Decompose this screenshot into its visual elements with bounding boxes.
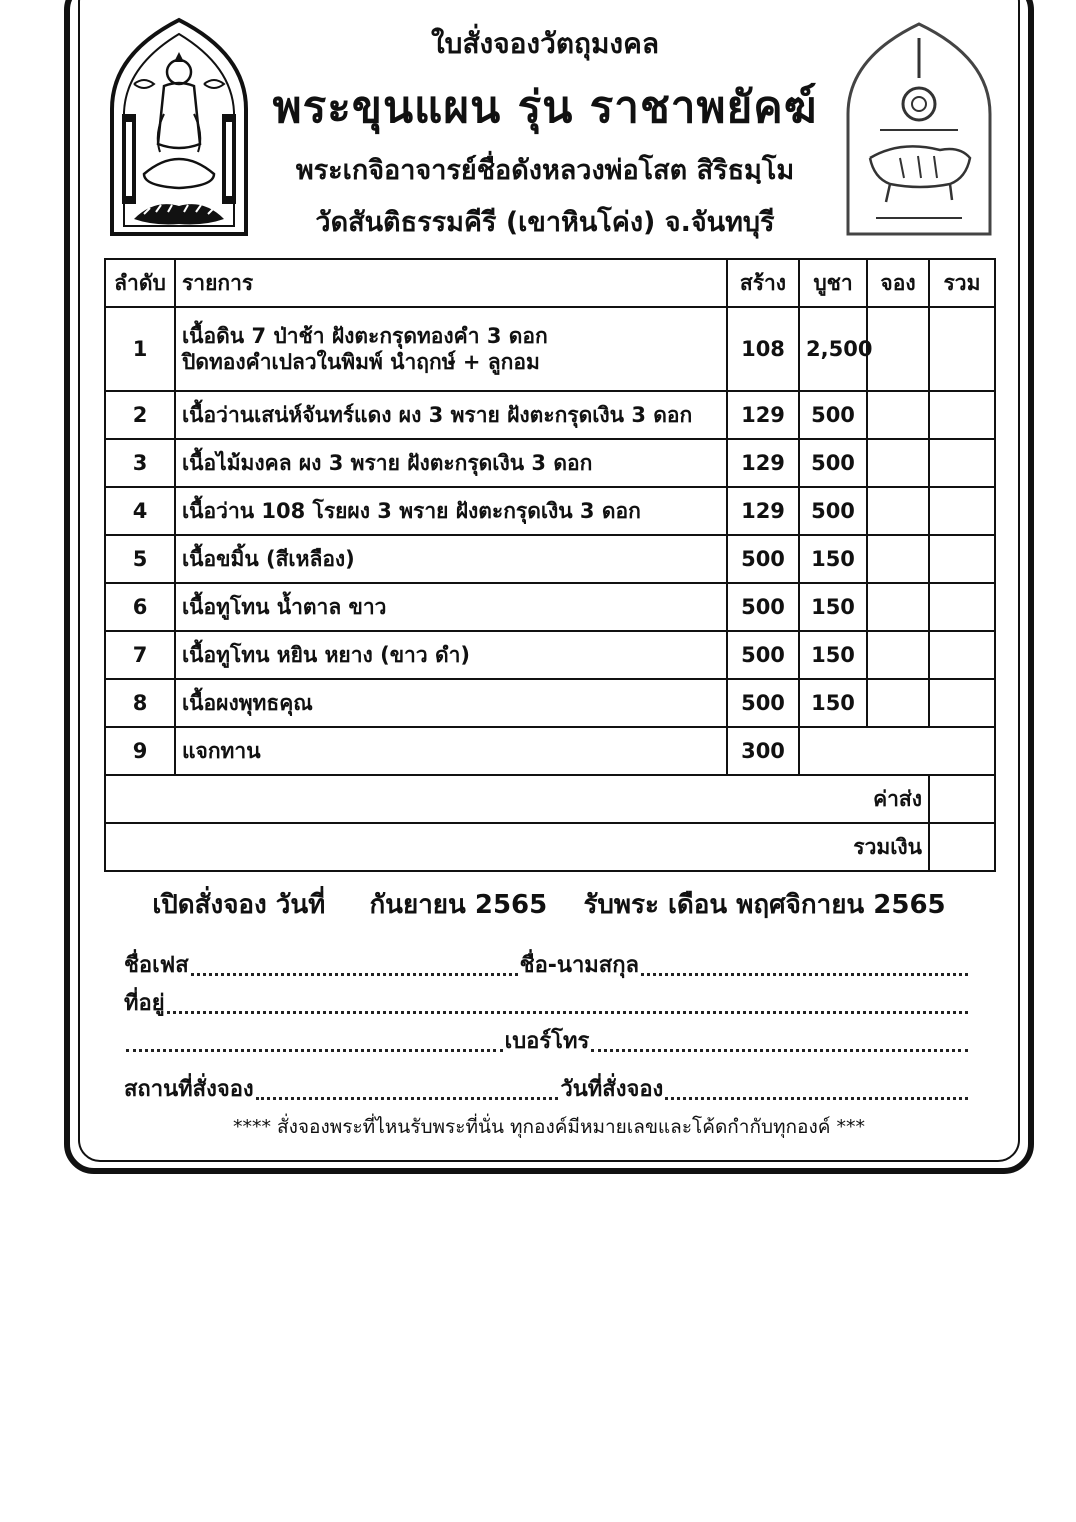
row-item: แจกทาน — [175, 727, 727, 775]
row-item: เนื้อขมิ้น (สีเหลือง) — [175, 535, 727, 583]
phone-field[interactable] — [591, 1043, 968, 1052]
row-build: 500 — [727, 535, 799, 583]
table-row — [105, 391, 995, 439]
row-price: 150 — [799, 535, 867, 583]
table-row — [105, 535, 995, 583]
row-item: เนื้อว่าน 108 โรยผง 3 พราย ฝังตะกรุดเงิน 3 ดอก — [175, 487, 727, 535]
row-total-cell[interactable] — [929, 679, 995, 727]
table-row — [105, 679, 995, 727]
buddha-tiger-emblem-icon — [104, 14, 254, 239]
row-total-cell[interactable] — [929, 631, 995, 679]
row-reserve-cell[interactable] — [867, 535, 929, 583]
table-row — [105, 631, 995, 679]
row-price: 2,500 — [799, 307, 867, 391]
fb-name-label: ชื่อเฟส — [124, 953, 189, 978]
row-total-cell[interactable] — [929, 535, 995, 583]
order-place-field[interactable] — [256, 1091, 559, 1100]
col-no-header: ลำดับ — [105, 259, 175, 307]
row-total-cell[interactable] — [929, 391, 995, 439]
order-dates — [104, 884, 994, 925]
address-field-line-2[interactable] — [126, 1043, 503, 1052]
shipping-label: ค่าส่ง — [105, 775, 929, 823]
row-item — [175, 307, 727, 391]
fb-name-field[interactable] — [191, 967, 518, 976]
row-reserve-cell[interactable] — [867, 391, 929, 439]
header — [100, 10, 1000, 240]
row-build: 129 — [727, 439, 799, 487]
row-number: 4 — [105, 487, 175, 535]
row-number: 8 — [105, 679, 175, 727]
address-field[interactable] — [167, 1005, 968, 1014]
row-total-cell[interactable] — [929, 487, 995, 535]
order-place-label: สถานที่สั่งจอง — [124, 1077, 254, 1102]
open-date-month: กันยายน 2565 — [369, 890, 548, 920]
row-reserve-cell[interactable] — [867, 583, 929, 631]
row-reserve-cell[interactable] — [867, 679, 929, 727]
row-number: 3 — [105, 439, 175, 487]
form-row-names — [124, 950, 970, 982]
monk-name: พระเกจิอาจารย์ชื่อดังหลวงพ่อโสต สิริธมฺโม — [295, 155, 795, 186]
table-header-row — [105, 259, 995, 307]
col-build-header: สร้าง — [727, 259, 799, 307]
row-item-line: ปิดทองคำเปลวในพิมพ์ นำฤกษ์ + ลูกอม — [182, 350, 540, 374]
row-item: เนื้อทูโทน หยิน หยาง (ขาว ดำ) — [175, 631, 727, 679]
row-total-cell[interactable] — [929, 307, 995, 391]
receive-date: รับพระ เดือน พฤศจิกายน 2565 — [583, 890, 946, 920]
amulet-title: พระขุนแผน รุ่น ราชาพยัคฆ์ — [272, 82, 818, 133]
full-name-field[interactable] — [641, 967, 968, 976]
table-row — [105, 583, 995, 631]
row-item: เนื้อทูโทน น้ำตาล ขาว — [175, 583, 727, 631]
row-item: เนื้อว่านเสน่ห์จันทร์แดง ผง 3 พราย ฝังตะกรุดเงิน 3 ดอก — [175, 391, 727, 439]
row-total-cell[interactable] — [929, 439, 995, 487]
row-build: 108 — [727, 307, 799, 391]
col-price-header: บูชา — [799, 259, 867, 307]
row-price: 150 — [799, 583, 867, 631]
form-row-order — [124, 1074, 970, 1106]
shipping-row — [105, 775, 995, 823]
row-number: 6 — [105, 583, 175, 631]
row-number: 7 — [105, 631, 175, 679]
col-reserve-header: จอง — [867, 259, 929, 307]
footer-note: **** สั่งจองพระที่ไหนรับพระที่นั่น ทุกองค์มีหมายเลขและโค้ดกำกับทุกองค์ *** — [233, 1116, 865, 1138]
order-date-label: วันที่สั่งจอง — [560, 1077, 664, 1102]
row-reserve-cell[interactable] — [867, 439, 929, 487]
row-price: 500 — [799, 487, 867, 535]
row-build: 500 — [727, 679, 799, 727]
grand-total-cell[interactable] — [929, 823, 995, 871]
row-number: 9 — [105, 727, 175, 775]
table-row — [105, 439, 995, 487]
full-name-label: ชื่อ-นามสกุล — [519, 953, 640, 978]
address-label: ที่อยู่ — [124, 991, 165, 1016]
row-reserve-cell[interactable] — [867, 631, 929, 679]
row-number: 5 — [105, 535, 175, 583]
form-row-phone — [124, 1026, 970, 1058]
open-date-prefix: เปิดสั่งจอง วันที่ — [152, 890, 326, 920]
grand-total-row — [105, 823, 995, 871]
row-price: 500 — [799, 439, 867, 487]
col-total-header: รวม — [929, 259, 995, 307]
row-price: 500 — [799, 391, 867, 439]
row-item-line: เนื้อดิน 7 ป่าช้า ฝังตะกรุดทองคำ 3 ดอก — [182, 323, 548, 348]
row-price: 150 — [799, 679, 867, 727]
phone-label: เบอร์โทร — [504, 1029, 590, 1054]
grand-total-label: รวมเงิน — [105, 823, 929, 871]
order-date-field[interactable] — [665, 1091, 968, 1100]
row-number: 1 — [105, 307, 175, 391]
row-build: 500 — [727, 631, 799, 679]
row-reserve-cell[interactable] — [867, 307, 929, 391]
form-row-address — [124, 988, 970, 1020]
col-item-header: รายการ — [175, 259, 727, 307]
row-blank-cell — [799, 727, 995, 775]
row-price: 150 — [799, 631, 867, 679]
order-table — [104, 258, 996, 872]
row-total-cell[interactable] — [929, 583, 995, 631]
table-row — [105, 487, 995, 535]
table-row — [105, 727, 995, 775]
row-build: 300 — [727, 727, 799, 775]
table-row — [105, 307, 995, 391]
row-build: 129 — [727, 487, 799, 535]
tiger-yantra-emblem-icon — [840, 18, 998, 240]
row-build: 500 — [727, 583, 799, 631]
row-number: 2 — [105, 391, 175, 439]
row-reserve-cell[interactable] — [867, 487, 929, 535]
form-heading: ใบสั่งจองวัตถุมงคล — [431, 27, 659, 60]
shipping-cell[interactable] — [929, 775, 995, 823]
row-item: เนื้อผงพุทธคุณ — [175, 679, 727, 727]
row-item: เนื้อไม้มงคล ผง 3 พราย ฝังตะกรุดเงิน 3 ดอก — [175, 439, 727, 487]
row-build: 129 — [727, 391, 799, 439]
temple-name: วัดสันติธรรมคีรี (เขาหินโค่ง) จ.จันทบุรี — [315, 207, 775, 238]
